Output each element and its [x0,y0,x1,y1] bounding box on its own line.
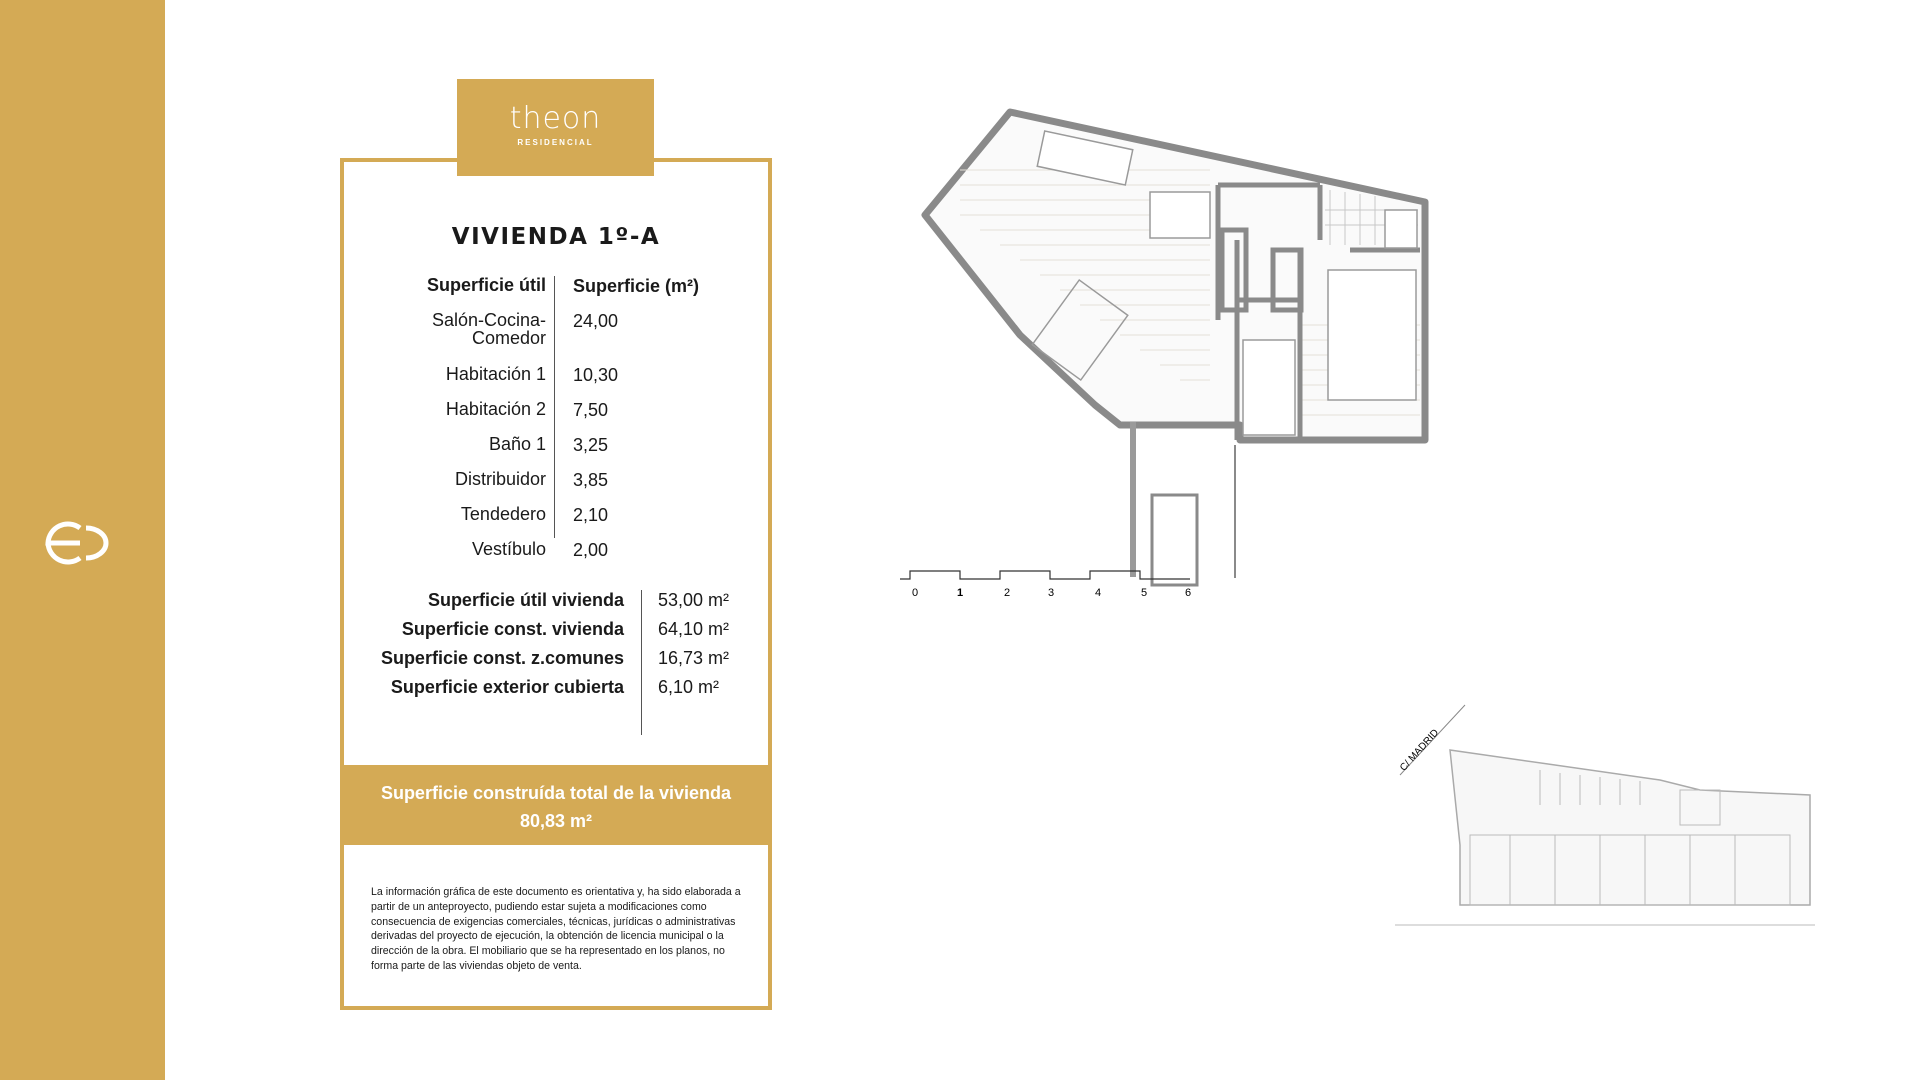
sidebar [0,0,165,1080]
scale-label: 2 [1004,587,1011,599]
room-label: Baño 1 [488,434,546,454]
floor-plan [900,100,1540,640]
terrace-wall [1130,422,1136,577]
shower [1385,210,1417,248]
site-plan [1390,695,1820,940]
room-label: Salón-Cocina-Comedor [431,310,546,348]
street-label: C/ MADRID [1398,727,1442,774]
room-value: 3,85 [573,470,609,490]
totals-value: 53,00 m² [658,590,730,610]
scale-label: 6 [1185,587,1192,599]
bed-2 [1243,340,1295,435]
room-value: 3,25 [573,435,609,455]
totals-label: Superficie const. z.comunes [380,648,624,668]
room-value: 10,30 [573,365,619,385]
totals-label: Superficie útil vivienda [427,590,624,610]
bed-1 [1328,270,1416,400]
room-label: Vestíbulo [471,539,546,559]
scale-label: 0 [912,587,919,599]
room-value: 7,50 [573,400,609,420]
scale-label: 3 [1048,587,1055,599]
scale-label: 5 [1141,587,1148,599]
scale-label: 4 [1095,587,1102,599]
page-title: VIVIENDA 1º-A [451,224,661,250]
totals-value: 16,73 m² [658,648,730,668]
table-divider [554,276,555,538]
room-value: 2,10 [573,505,609,525]
scale-label: 1 [957,587,964,599]
ec-logo-icon [44,518,122,568]
header-label: Superficie útil [426,275,546,295]
brand-logo [457,79,654,176]
room-value: 24,00 [573,311,619,331]
room-label: Distribuidor [454,469,546,489]
total-area-band [340,765,772,845]
brand-subtitle: RESIDENCIAL [517,138,594,147]
dining-table [1150,192,1210,238]
room-label: Tendedero [460,504,546,524]
room-label: Habitación 2 [445,399,546,419]
total-area-value: 80,83 m² [519,811,593,831]
room-label: Habitación 1 [445,364,546,384]
header-value: Superficie (m²) [573,276,700,296]
total-area-label: Superficie construída total de la vivienda [380,783,732,803]
totals-value: 6,10 m² [658,677,720,697]
brand-name: theon [509,101,602,136]
totals-divider [641,590,642,735]
room-value: 2,00 [573,540,609,560]
totals-label: Superficie exterior cubierta [390,677,624,697]
totals-value: 64,10 m² [658,619,730,639]
disclaimer: La información gráfica de este documento es orientativa y, ha sido elaborada a partir de un anteproyecto, pudiendo estar sujeta a modificaciones como consecuencia de exigencias comerciales, técnicas, jurídicas o administrativas derivadas del proyecto de ejecución, la obtención de licencia municipal o la dirección de la obra. El mobiliario que se ha representado en los planos, no forma parte de las viviendas objeto de venta. [371,886,741,972]
totals-label: Superficie const. vivienda [401,619,624,639]
scale-bar [900,571,1191,599]
terrace-box [1152,495,1197,585]
